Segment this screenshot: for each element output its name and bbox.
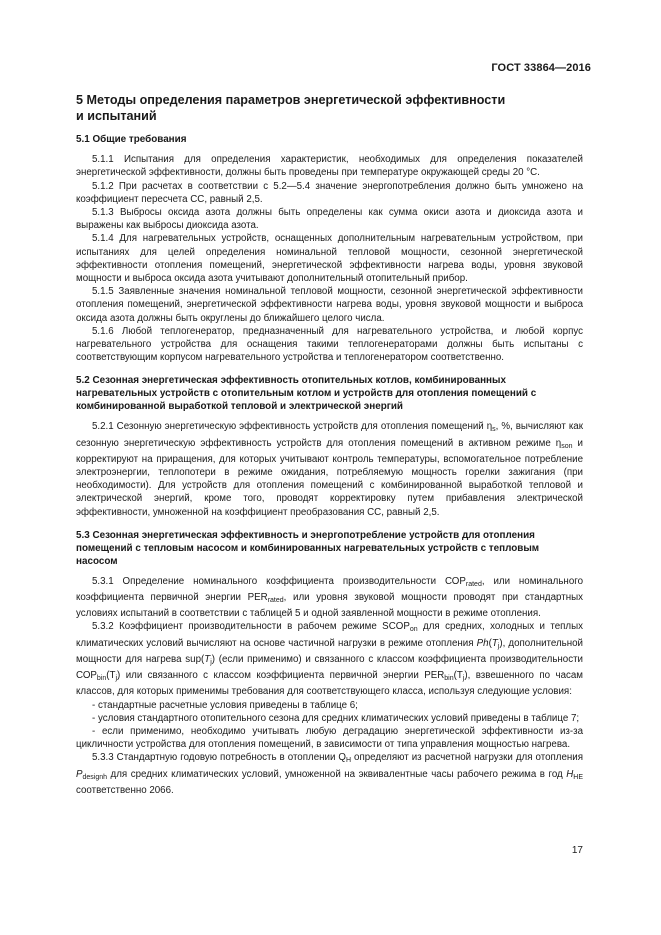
text-run: , или номинального коэффициента первичной энергии PER <box>76 575 584 604</box>
subscript: j <box>462 675 465 683</box>
subscript: s <box>492 426 496 434</box>
subscript: HE <box>573 773 583 781</box>
subscript: on <box>409 626 418 634</box>
text-run: для средних, холодных и теплых климатических условий вычисляют на основе частичной нагрузки в режиме отопления <box>76 621 583 649</box>
symbol-t: T <box>204 653 211 665</box>
page-content <box>76 93 583 797</box>
symbol-h: H <box>566 768 574 780</box>
symbol-t: T <box>491 637 498 649</box>
text-run: 5.2.1 Сезонную энергетическую эффективность устройств для отопления помещений η <box>92 421 493 433</box>
text-run: определяют из расчетной нагрузки для отопления <box>351 752 583 764</box>
paragraph-5-1-6: 5.1.6 Любой теплогенератор, предназначенный для нагревательного устройства, и любой корпус нагревательного устройства для оснащения такими теплогенераторами должны быть испытаны с соответствующим корпусом нагревательного устройства и теплогенератором соответственно. <box>76 325 583 364</box>
paragraph-5-2-1 <box>76 420 583 518</box>
symbol-ph: Ph <box>476 637 489 649</box>
text-run: , %, вычисляют как сезонную энергетическую эффективность устройств для отопления помещений в активном режиме η <box>76 421 583 449</box>
paragraph-5-1-2: 5.1.2 При расчетах в соответствии с 5.2—5.4 значение энергопотребления должно быть умножено на коэффициент пересчета СС, равный 2,5. <box>76 180 583 205</box>
section-5-1-title: 5.1 Общие требования <box>76 134 187 145</box>
text-run: ), взвешенного по часам классов, для которых применимы требования для соответствующего класса, используя следующие условия: <box>76 670 583 698</box>
text-run: ) (если применимо) и связанного с классом коэффициента производительности СОР <box>76 653 583 682</box>
symbol-p: P <box>76 768 83 780</box>
paragraph-5-1-4: 5.1.4 Для нагревательных устройств, оснащенных дополнительным нагревательным устройством, при испытаниях для целей определения номинальной тепловой мощности, сезонной энергетической эффективности отопления помещений, энергетической эффективности нагрева воды, уровня звуковой мощности и выброса оксида азота учитывают дополнительный отопительный прибор. <box>76 233 583 285</box>
subscript: H <box>345 757 352 765</box>
paragraph-5-3-2: 5.3.2 Коэффициент производительности в рабочем режиме $SCOP_{on}$ для средних, холодных и теплых климатических условий вычисляют на основе частичной нагрузки в режиме отопления $Ph(T_j)$, дополнительной мощности для нагрева $sup(T_j)$ (если применимо) и связанного с классом коэффициента производительности $СОР_{bin}(T_j)$ или связанного с классом коэффициента первичной энергии $PER_{bin}(T_j)$, взвешенного по часам классов, для которых применимы требования для соответствующего класса, используя следующие условия: <box>76 621 583 698</box>
text-run: для средних климатических условий, умноженной на эквивалентные часы рабочего режима в год <box>107 768 567 780</box>
text-run: ) или связанного с классом коэффициента первичной энергии PER <box>117 670 445 682</box>
paragraph-5-1-3: 5.1.3 Выбросы оксида азота должны быть определены как сумма окиси азота и диоксида азота и выражены как выбросы диоксида азота. <box>76 207 583 232</box>
section-5-2-title: 5.2 Сезонная энергетическая эффективность отопительных котлов, комбинированных нагревательных устройств с отопительным котлом и устройств для отопления помещений с комбинированной выработкой тепловой и электрической энергий <box>76 375 537 413</box>
text-run: 5.3.2 Коэффициент производительности в рабочем режиме SCOP <box>92 621 410 633</box>
text-run: 5.3.3 Стандартную годовую потребность в отоплении Q <box>92 752 346 764</box>
text-run: , или уровня звуковой мощности проводят при стандартных условиях испытаний в соответствии с таблицей 5 и одной заявленной мощности в режиме отопления. <box>76 592 583 620</box>
subscript: j <box>115 675 118 683</box>
text-run: соответственно 2066. <box>76 784 174 796</box>
list-item-3: - если применимо, необходимо учитывать любую деградацию энергетической эффективности из-за цикличности устройства для отопления помещений, в зависимости от типа управления мощностью нагрева. <box>76 725 583 751</box>
text-run: (T <box>453 670 463 682</box>
section-5-3-title: 5.3 Сезонная энергетическая эффективность и энергопотребление устройств для отопления помещений с тепловым насосом и комбинированных нагревательных устройств с тепловым насосом <box>76 529 540 567</box>
subscript: designh <box>82 773 108 781</box>
text-run: , дополнительной мощности для нагрева sup( <box>76 637 583 665</box>
paragraph-5-3-1 <box>76 575 583 621</box>
paragraph-5-3-3 <box>76 751 583 797</box>
section-5-title-line1: 5 Методы определения параметров энергетической эффективности <box>76 93 506 107</box>
subscript: j <box>210 658 212 666</box>
text-run: (T <box>106 670 116 682</box>
section-5-title <box>76 93 583 124</box>
subscript: bin <box>96 675 107 683</box>
subscript: rated <box>267 597 284 605</box>
subscript: son <box>561 442 573 450</box>
subscript: j <box>497 642 500 650</box>
paragraph-5-1-1: 5.1.1 Испытания для определения характеристик, необходимых для определения показателей энергетической эффективности, должны быть проведены при температуре окружающей среды 20 °С. <box>76 154 583 179</box>
standard-number: ГОСТ 33864—2016 <box>491 62 591 74</box>
page-number: 17 <box>571 845 583 856</box>
subscript: rated <box>465 580 482 588</box>
subscript: bin <box>444 675 454 683</box>
list-item-1: - стандартные расчетные условия приведены в таблице 6; <box>92 699 358 711</box>
paragraph-5-1-5: 5.1.5 Заявленные значения номинальной тепловой мощности, сезонной энергетической эффективности отопления помещений, энергетической эффективности нагрева воды, уровня звуковой мощности и выброса оксида азота должны быть округлены до ближайшего целого числа. <box>76 286 583 324</box>
text-run: и корректируют на приращения, для которых учитывают контроль температуры, вспомогательное потребление электроэнергии, теплопотери в режиме ожидания, потребляемую мощность горелки зажигания (при необходимости). Для устройств для отопления помещений с комбинированной выработкой тепловой и электрической энергий, кроме того, проводят корректировку путем прибавления электрической эффективности, умноженной на коэффициент преобразования СС, равный 2,5. <box>76 437 583 518</box>
section-5-title-line2: и испытаний <box>76 108 157 123</box>
list-item-2: - условия стандартного отопительного сезона для средних климатических условий приведены в таблице 7; <box>92 712 580 724</box>
text-run: 5.3.1 Определение номинального коэффициента производительности СОР <box>92 575 466 587</box>
